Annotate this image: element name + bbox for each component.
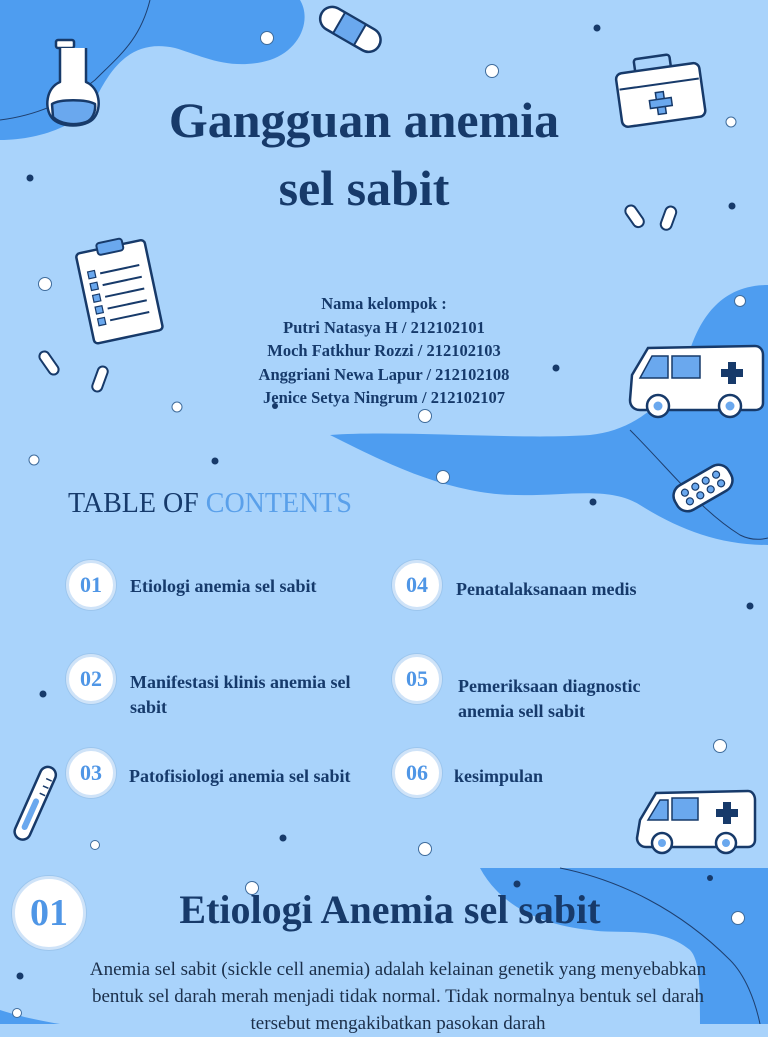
toc-heading-accent: CONTENTS [205, 488, 352, 519]
title-line-1: Gangguan anemia [168, 92, 560, 148]
toc-heading [68, 488, 352, 520]
toc-item-label: Patofisiologi anemia sel sabit [129, 766, 351, 786]
toc-heading-part1: TABLE OF [68, 488, 206, 519]
bottom-left-blob [0, 1010, 60, 1024]
member-item: Jenice Setya Ningrum / 212102107 [263, 388, 505, 407]
toc-number-badge: 01 [66, 560, 116, 610]
toc-item-label: kesimpulan [454, 766, 544, 786]
member-item: Moch Fatkhur Rozzi / 212102103 [267, 341, 501, 360]
toc-number-badge: 04 [392, 560, 442, 610]
title-line-2: sel sabit [278, 160, 450, 216]
toc-number-badge: 03 [66, 748, 116, 798]
toc-item-label: Penatalaksanaan medis [456, 579, 637, 599]
bandage-icon [316, 2, 385, 56]
members-heading: Nama kelompok : [321, 294, 447, 313]
member-item: Anggriani Newa Lapur / 212102108 [258, 364, 510, 384]
clipboard-icon [74, 234, 163, 344]
section-body-text: Anemia sel sabit (sickle cell anemia) adalah kelainan genetik yang menyebabkan bentuk sel darah merah menjadi tidak normal. Tidak normalnya bentuk sel darah tersebut mengakibatkan pasokan darah [89, 959, 707, 1034]
section-title: Etiologi Anemia sel sabit [179, 887, 601, 932]
member-item: Putri Natasya H / 212102101 [283, 317, 485, 337]
toc-item-label: Pemeriksaan diagnostic anemia sell sabit [458, 676, 641, 721]
toc-item-label: Manifestasi klinis anemia sel sabit [130, 672, 351, 717]
toc-number-badge: 05 [392, 654, 442, 704]
toc-number-badge: 02 [66, 654, 116, 704]
toc-item-label: Etiologi anemia sel sabit [130, 576, 317, 596]
ambulance-icon [630, 346, 763, 417]
ambulance-icon [637, 791, 755, 853]
page-title [84, 86, 644, 222]
group-members [184, 292, 584, 410]
section-number-badge: 01 [12, 876, 86, 950]
capsule-icon [37, 349, 109, 392]
thermometer-icon [12, 764, 58, 842]
toc-number-badge: 06 [392, 748, 442, 798]
